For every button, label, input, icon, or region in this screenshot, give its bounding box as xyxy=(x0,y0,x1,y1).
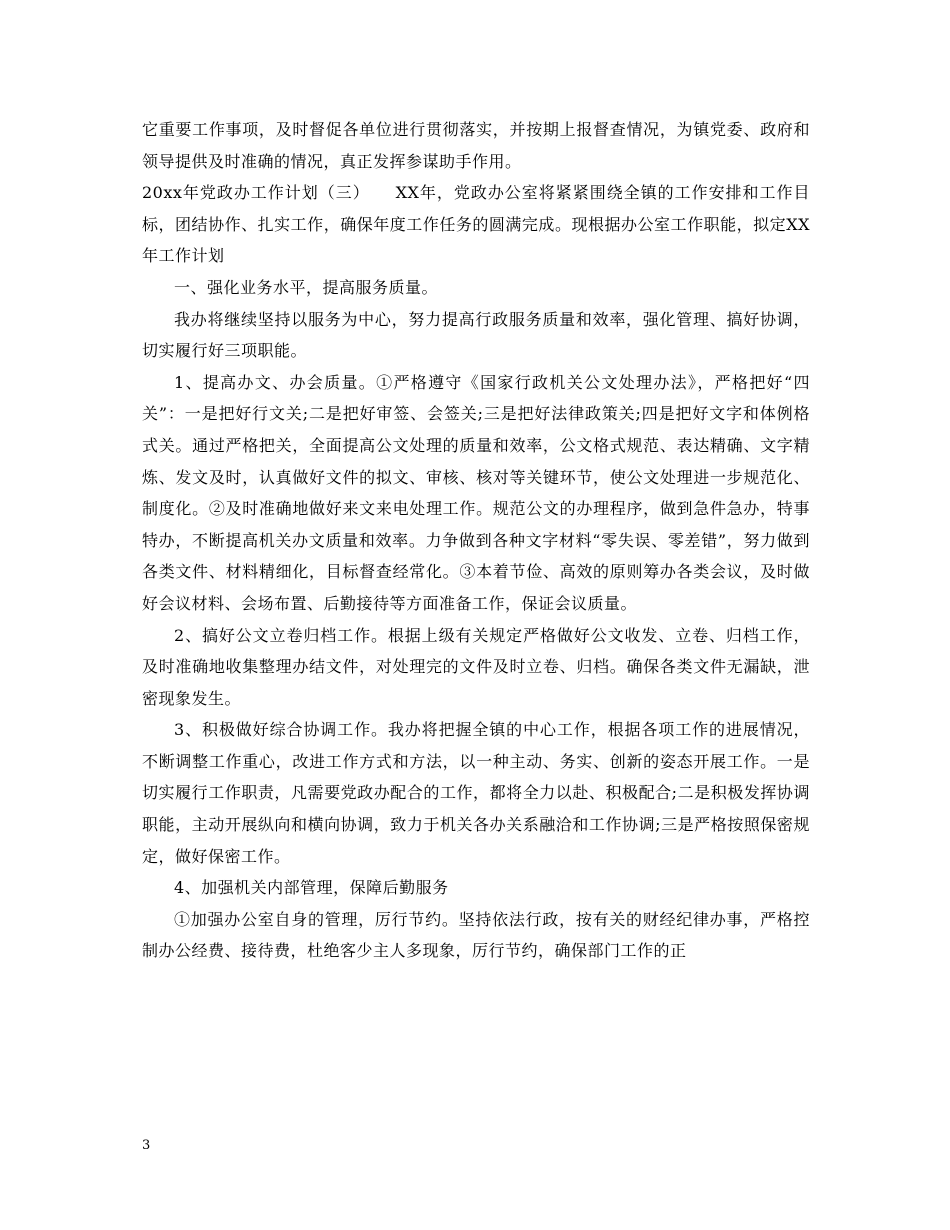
paragraph-1: 它重要工作事项，及时督促各单位进行贯彻落实，并按期上报督查情况，为镇党委、政府和领导提供及时准确的情况，真正发挥参谋助手作用。 xyxy=(142,120,810,171)
paragraph-2-heading-line: 20xx年党政办工作计划（三） XX年，党政办公室将紧紧围绕全镇的工作安排和工作目标，团结协作、扎实工作，确保年度工作任务的圆满完成。现根据办公室工作职能，拟定XX年工作计划 xyxy=(142,183,810,266)
paragraph-item-4: 4、加强机关内部管理，保障后勤服务 xyxy=(174,878,449,898)
paragraph-item-4-1: ①加强办公室自身的管理，厉行节约。坚持依法行政，按有关的财经纪律办事，严格控制办公经费、接待费，杜绝客少主人多现象，厉行节约，确保部门工作的正 xyxy=(142,909,810,961)
paragraph-item-3: 3、积极做好综合协调工作。我办将把握全镇的中心工作，根据各项工作的进展情况，不断调整工作重心，改进工作方式和方法，以一种主动、务实、创新的姿态开展工作。一是切实履行工作职责，凡需要党政办配合的工作，都将全力以赴、积极配合;二是积极发挥协调职能，主动开展纵向和横向协调，致力于机关各办关系融洽和工作协调;三是严格按照保密规定，做好保密工作。 xyxy=(142,720,810,866)
paragraph-item-1: 1、提高办文、办会质量。①严格遵守《国家行政机关公文处理办法》，严格把好“四关”：一是把好行文关;二是把好审签、会签关;三是把好法律政策关;四是把好文字和体例格式关。通过严格把关，全面提高公文处理的质量和效率，公文格式规范、表达精确、文字精炼、发文及时，认真做好文件的拟文、审核、核对等关键环节，使公文处理进一步规范化、制度化。②及时准确地做好来文来电处理工作。规范公文的办理程序，做到急件急办，特事特办，不断提高机关办文质量和效率。力争做到各种文字材料“零失误、零差错”，努力做到各类文件、材料精细化，目标督查经常化。③本着节俭、高效的原则筹办各类会议，及时做好会议材料、会场布置、后勤接待等方面准备工作，保证会议质量。 xyxy=(142,372,810,613)
section-heading-1: 一、强化业务水平，提高服务质量。 xyxy=(174,277,439,297)
document-body xyxy=(142,114,810,967)
paragraph-intro: 我办将继续坚持以服务为中心，努力提高行政服务质量和效率，强化管理、搞好协调，切实履行好三项职能。 xyxy=(142,309,810,361)
page-number: 3 xyxy=(142,1138,151,1153)
paragraph-item-2: 2、搞好公文立卷归档工作。根据上级有关规定严格做好公文收发、立卷、归档工作，及时准确地收集整理办结文件，对处理完的文件及时立卷、归档。确保各类文件无漏缺，泄密现象发生。 xyxy=(142,625,810,708)
